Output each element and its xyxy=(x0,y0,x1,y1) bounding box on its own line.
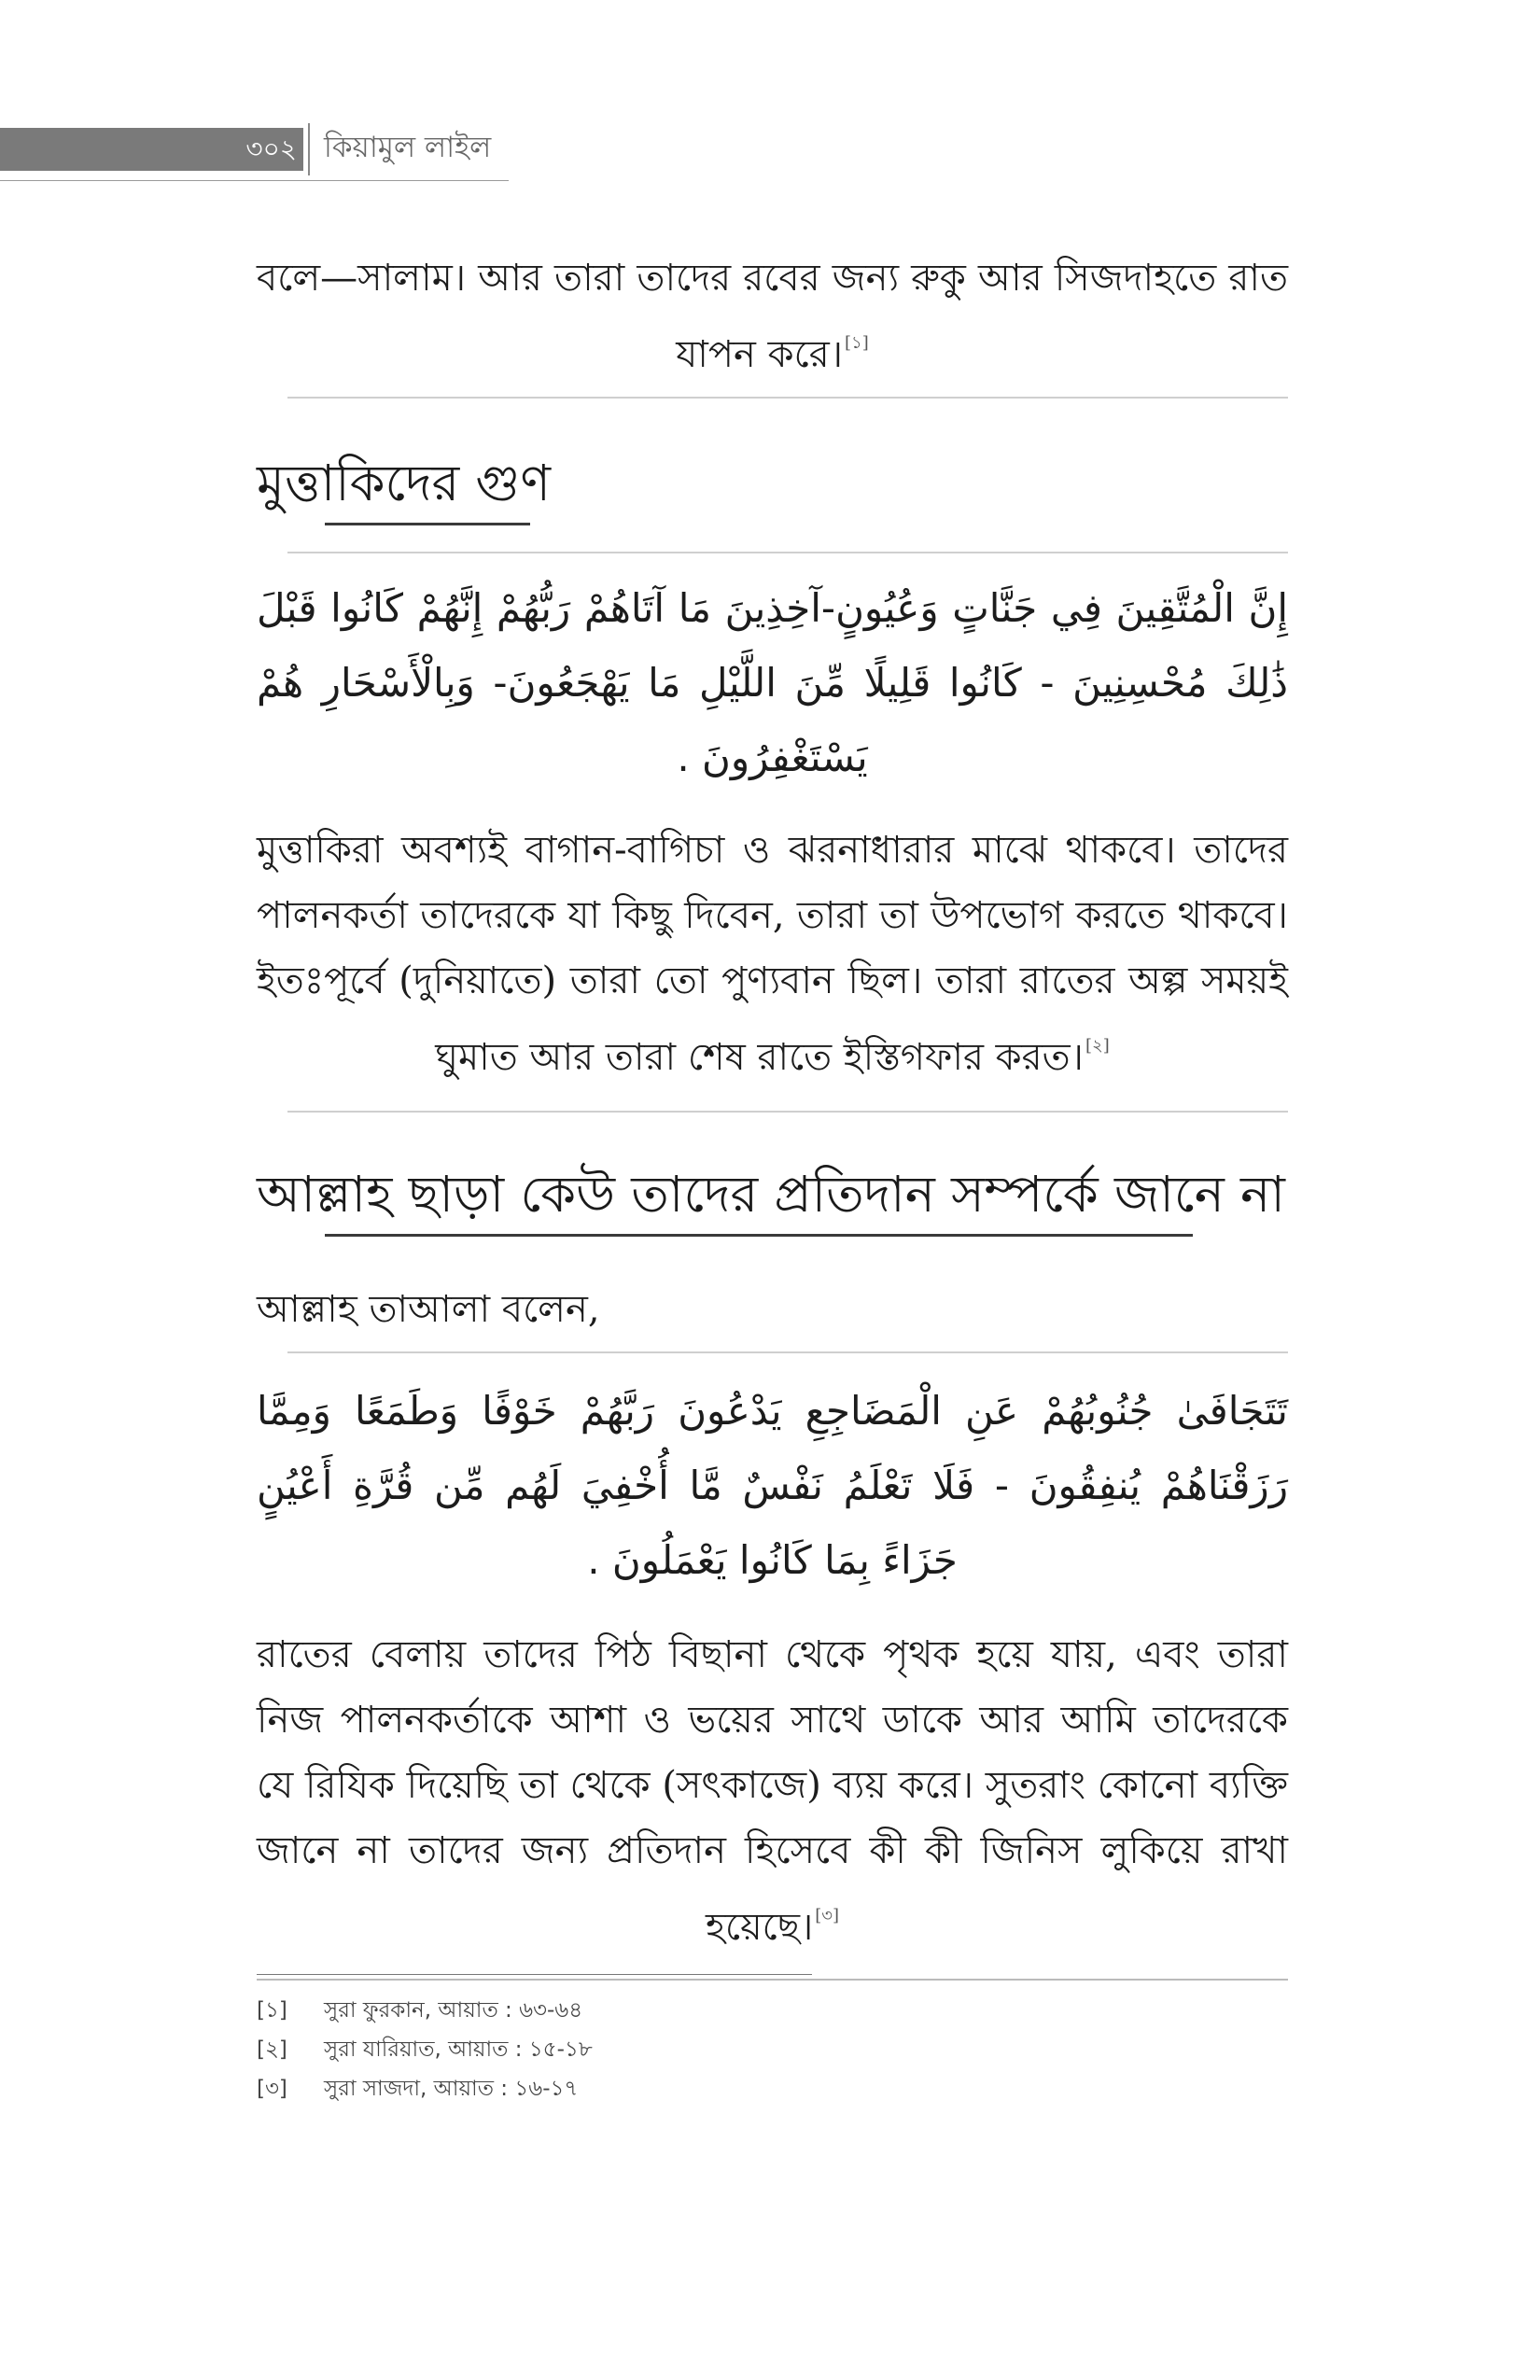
header-divider xyxy=(308,123,310,175)
footnote-mark: [৩] xyxy=(257,2077,287,2101)
intro-text: বলে—সালাম। আর তারা তাদের রবের জন্য রুকু আর সিজদাহতে রাত যাপন করে। xyxy=(257,257,1288,376)
translation-paragraph-2 xyxy=(257,1622,1288,1960)
footnote-1 xyxy=(257,1995,582,2025)
footnote-mark: [১] xyxy=(257,1998,287,2023)
page-number: ৩০২ xyxy=(245,133,297,164)
arabic-verse-2: تَتَجَافَىٰ جُنُوبُهُمْ عَنِ الْمَضَاجِعِ يَدْعُونَ رَبَّهُمْ خَوْفًا وَطَمَعًا وَمِمَّا رَزَقْنَاهُمْ يُنفِقُونَ - فَلَا تَعْلَمُ نَفْسٌ مَّا أُخْفِيَ لَهُم مِّن قُرَّةِ أَعْيُنٍ جَزَاءً بِمَا كَانُوا يَعْمَلُونَ . xyxy=(257,1388,1288,1583)
footnote-ref-3[interactable]: [৩] xyxy=(815,1906,840,1925)
section-heading-muttaqi: মুত্তাকিদের গুণ xyxy=(257,454,551,512)
heading-underline xyxy=(325,523,530,525)
intro-paragraph-block xyxy=(257,245,1288,387)
divider xyxy=(287,552,1288,553)
footnote-separator-long xyxy=(257,1979,1288,1981)
arabic-verse-block-2 xyxy=(257,1374,1288,1598)
footnote-ref-1[interactable]: [১] xyxy=(845,333,869,353)
footnote-mark: [২] xyxy=(257,2037,287,2062)
lead-text: আল্লাহ তাআলা বলেন, xyxy=(257,1288,600,1331)
translation-block-2 xyxy=(257,1622,1288,1960)
header-rule xyxy=(0,180,509,181)
footnote-text: সুরা সাজদা, আয়াত : ১৬-১৭ xyxy=(324,2077,579,2101)
translation-text-1: মুত্তাকিরা অবশ্যই বাগান-বাগিচা ও ঝরনাধারার মাঝে থাকবে। তাদের পালনকর্তা তাদেরকে যা কিছু দিবেন, তারা তা উপভোগ করতে থাকবে। ইতঃপূর্বে (দুনিয়াতে) তারা তো পুণ্যবান ছিল। তারা রাতের অল্প সময়ই ঘুমাত আর তারা শেষ রাতে ইস্তিগফার করত। xyxy=(257,829,1288,1079)
divider xyxy=(287,1351,1288,1353)
intro-paragraph xyxy=(257,245,1288,387)
divider xyxy=(287,1111,1288,1113)
footnote-3 xyxy=(257,2074,578,2104)
translation-block-1 xyxy=(257,818,1288,1090)
arabic-verse-1: إِنَّ الْمُتَّقِينَ فِي جَنَّاتٍ وَعُيُونٍ-آخِذِينَ مَا آتَاهُمْ رَبُّهُمْ إِنَّهُمْ كَانُوا قَبْلَ ذَٰلِكَ مُحْسِنِينَ - كَانُوا قَلِيلًا مِّنَ اللَّيْلِ مَا يَهْجَعُونَ- وَبِالْأَسْحَارِ هُمْ يَسْتَغْفِرُونَ . xyxy=(257,585,1288,780)
book-title: কিয়ামুল লাইল xyxy=(324,131,492,164)
footnote-text: সুরা যারিয়াত, আয়াত : ১৫-১৮ xyxy=(324,2037,593,2062)
heading-underline xyxy=(325,1234,1193,1237)
arabic-verse-block-1 xyxy=(257,571,1288,795)
footnote-ref-2[interactable]: [২] xyxy=(1085,1036,1110,1056)
section-heading-reward: আল্লাহ ছাড়া কেউ তাদের প্রতিদান সম্পর্কে জানে না xyxy=(257,1165,1285,1224)
lead-block xyxy=(257,1277,1288,1342)
divider xyxy=(287,397,1288,399)
footnote-2 xyxy=(257,2035,593,2065)
translation-paragraph-1 xyxy=(257,818,1288,1090)
footnote-separator xyxy=(257,1974,812,1975)
translation-text-2: রাতের বেলায় তাদের পিঠ বিছানা থেকে পৃথক হয়ে যায়, এবং তারা নিজ পালনকর্তাকে আশা ও ভয়ের সাথে ডাকে আর আমি তাদেরকে যে রিযিক দিয়েছি তা থেকে (সৎকাজে) ব্যয় করে। সুতরাং কোনো ব্যক্তি জানে না তাদের জন্য প্রতিদান হিসেবে কী কী জিনিস লুকিয়ে রাখা হয়েছে। xyxy=(257,1633,1288,1949)
footnote-text: সুরা ফুরকান, আয়াত : ৬৩-৬৪ xyxy=(324,1998,583,2023)
